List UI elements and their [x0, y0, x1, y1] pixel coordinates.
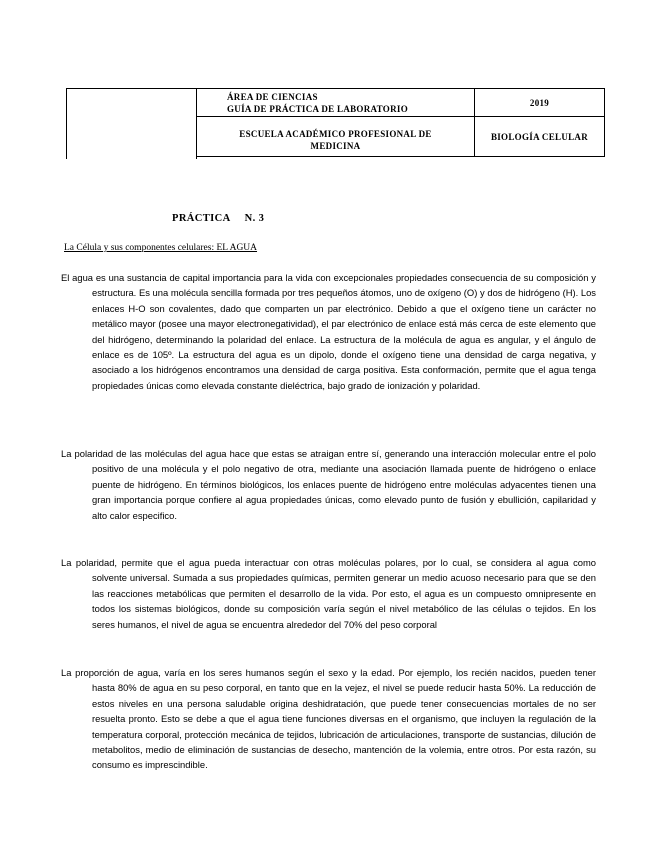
school-name-line1: ESCUELA ACADÉMICO PROFESIONAL DE	[239, 129, 432, 139]
paragraph-universal-solvent: La polaridad, permite que el agua pueda interactuar con otras moléculas polares, por lo cual, se considera al agua como solvente universal. Sumada a sus propiedades químicas, permiten generar un medio acuoso necesario para que se den las reacciones metabólicas que permiten el desarrollo de la vida. Por esto, el agua es un compuesto omnipresente en todos los sistemas biológicos, donde su composición varía según el nivel metabólico de las células o tejidos. En los seres humanos, el nivel de agua se encuentra alrededor del 70% del peso corporal	[61, 557, 596, 630]
practice-label: PRÁCTICA	[172, 213, 231, 224]
logo-cell	[67, 89, 197, 159]
school-cell	[197, 117, 474, 157]
paragraph-water-proportion: La proporción de agua, varía en los seres humanos según el sexo y la edad. Por ejemplo, los recién nacidos, pueden tener hasta 80% de agua en su peso corporal, en tanto que en la vejez, el nivel se puede reducir hasta 50%. La reducción de estos niveles en una persona saludable origina deshidratación, que puede tener consecuencias mortales de no ser resuelta pronto. Esto se debe a que el agua tiene funciones diversas en el organismo, que incluyen la regulación de la temperatura corporal, protección mecánica de tejidos, lubricación de articulaciones, transporte de sustancias, dilución de metabolitos, medio de eliminación de sustancias de desecho, mantención de la volemia, entre otros. Por esta razón, su consumo es imprescindible.	[61, 667, 596, 771]
year-value: 2019	[529, 98, 550, 108]
year-cell	[474, 89, 605, 117]
area-title: ÁREA DE CIENCIAS	[227, 92, 318, 102]
area-cell	[197, 89, 474, 117]
document-header-table	[66, 88, 605, 159]
school-name-line2: MEDICINA	[310, 141, 361, 151]
section-title: La Célula y sus componentes celulares: EL AGUA	[64, 243, 258, 253]
subject-cell	[474, 117, 605, 157]
guide-title: GUÍA DE PRÁCTICA DE LABORATORIO	[227, 104, 408, 114]
paragraph-water-structure: El agua es una sustancia de capital importancia para la vida con excepcionales propiedades consecuencia de su composición y estructura. Es una molécula sencilla formada por tres pequeños átomos, uno de oxígeno (O) y dos de hidrógeno (H). Los enlaces H-O son covalentes, dado que comparten un par electrónico. Debido a que el oxígeno tiene un carácter no metálico mayor (posee una mayor electronegatividad), el par electrónico de enlace está más cerca de este elemento que del hidrógeno, determinando la polaridad del enlace. La estructura de la molécula de agua es angular, y el ángulo de enlace es de 105º. La estructura del agua es un dipolo, donde el oxígeno tiene una densidad de carga negativa, y asociado a los hidrógenos encontramos una densidad de carga positiva. Esta conformación, permite que el agua tenga propiedades únicas como elevada constante dieléctrica, bajo grado de ionización y polaridad.	[61, 272, 596, 391]
paragraph-hydrogen-bonds: La polaridad de las moléculas del agua hace que estas se atraigan entre sí, generando una interacción molecular entre el polo positivo de una molécula y el polo negativo de otra, mediante una asociación llamada puente de hidrógeno o enlace puente de hidrógeno. En términos biológicos, los enlaces puente de hidrógeno entre moléculas adyacentes tienen una gran importancia porque confiere al agua propiedades únicas, como elevado punto de fusión y ebullición, capilaridad y alto calor especifico.	[61, 448, 596, 521]
practice-heading	[172, 213, 264, 224]
practice-number: N. 3	[244, 213, 265, 224]
subject-name: BIOLOGÍA CELULAR	[490, 132, 589, 142]
